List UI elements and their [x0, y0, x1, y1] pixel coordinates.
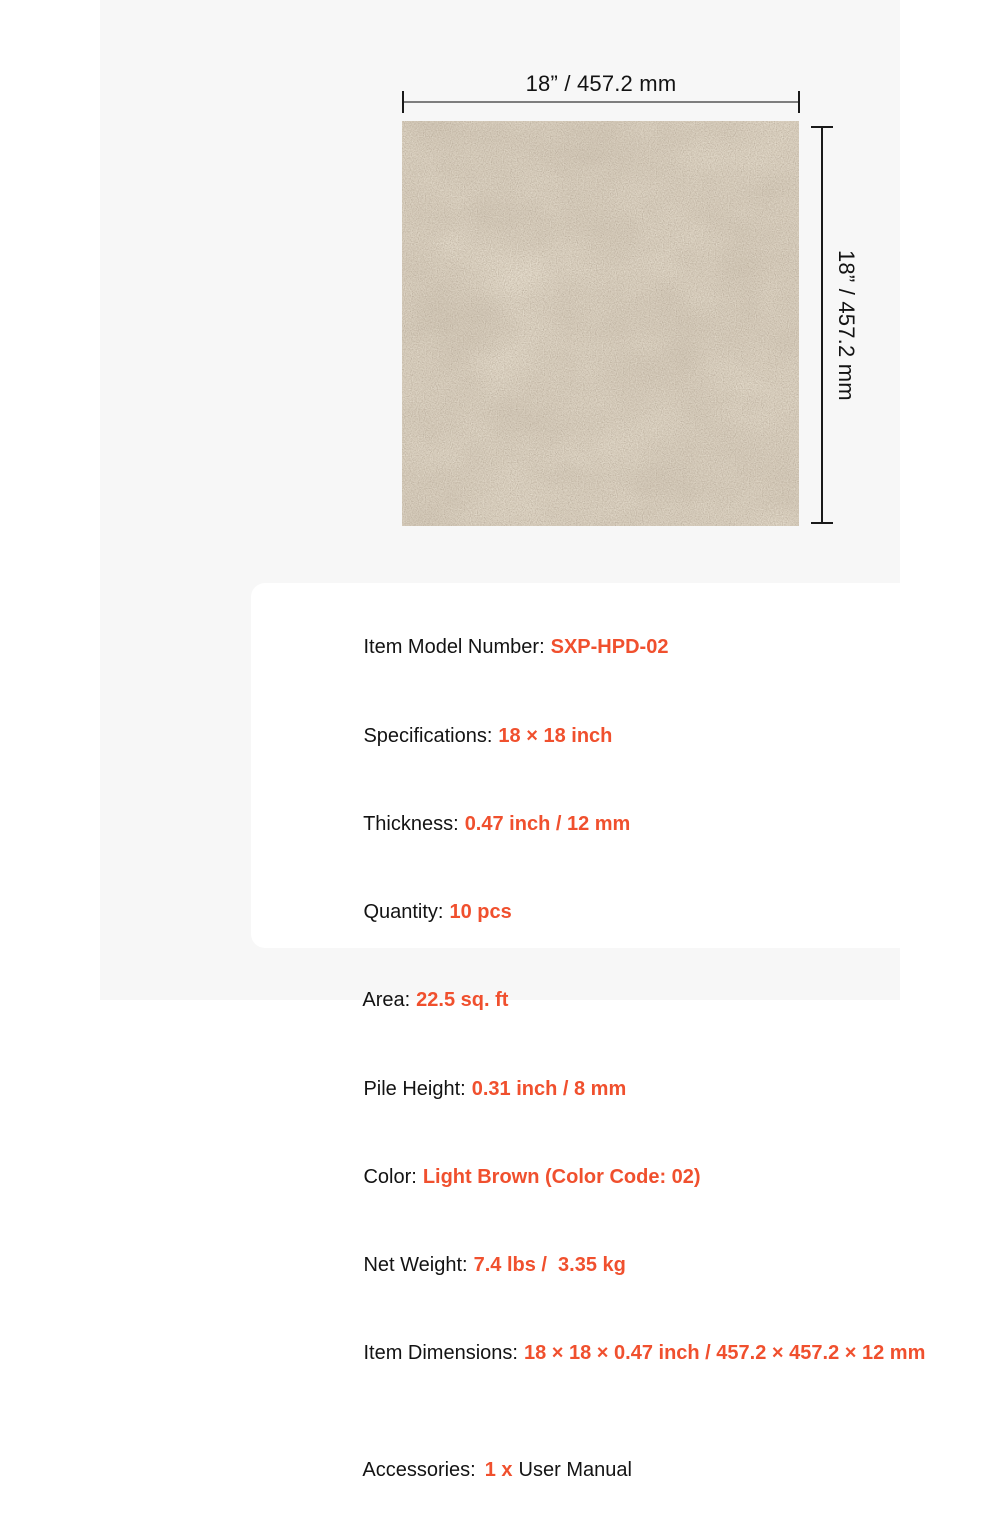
- spec-row-quantity: [319, 869, 919, 957]
- spec-label: Item Model Number:: [363, 636, 545, 659]
- spec-value: Light Brown (Color Code: 02): [422, 1165, 701, 1188]
- width-dimension-line: [402, 101, 800, 103]
- spec-label: Color:: [363, 1165, 417, 1188]
- height-dimension-line: [821, 126, 823, 524]
- gray-photo-background: [100, 0, 926, 1482]
- spec-list: [251, 583, 949, 1515]
- spec-value: 0.31 inch / 8 mm: [471, 1077, 627, 1100]
- spec-value: SXP-HPD-02: [550, 636, 669, 659]
- spec-value: 18 × 18 inch: [498, 724, 613, 747]
- spec-label: Quantity:: [363, 901, 444, 924]
- spec-value: 0.47 inch / 12 mm: [464, 812, 631, 835]
- spec-row-specifications: [319, 692, 919, 780]
- accessories-label: Accessories:: [362, 1459, 476, 1482]
- spec-value: 10 pcs: [449, 901, 512, 924]
- spec-row-item-dimensions: [319, 1310, 926, 1398]
- spec-row-pile-height: [319, 1045, 919, 1133]
- spec-label: Thickness:: [363, 812, 459, 835]
- spec-label: Pile Height:: [363, 1077, 466, 1100]
- spec-value: 22.5 sq. ft: [416, 989, 509, 1012]
- spec-row-net-weight: [319, 1222, 919, 1310]
- spec-label: Item Dimensions:: [363, 1342, 518, 1365]
- accessories-quantity: 1 x: [484, 1459, 513, 1482]
- spec-row-model-number: [319, 604, 919, 692]
- width-dimension-label: 18” / 457.2 mm: [525, 71, 677, 96]
- width-dimension-right-tick: [798, 91, 800, 113]
- spec-label: Net Weight:: [363, 1253, 468, 1276]
- width-dimension-left-tick: [402, 91, 404, 113]
- spec-label: Specifications:: [363, 724, 493, 747]
- spec-row-accessories: [319, 1427, 919, 1515]
- spec-row-thickness: [319, 780, 919, 868]
- spec-card: [251, 583, 949, 1482]
- spec-label: Area:: [362, 989, 411, 1012]
- spec-value: 7.4 lbs / 3.35 kg: [473, 1253, 626, 1276]
- height-dimension-label: 18” / 457.2 mm: [834, 249, 859, 401]
- accessories-item: User Manual: [518, 1459, 632, 1482]
- spec-row-area: [319, 957, 919, 1045]
- spec-row-color: [319, 1133, 919, 1221]
- carpet-tile-image: [402, 121, 799, 526]
- spec-value: 18 × 18 × 0.47 inch / 457.2 × 457.2 × 12 mm: [523, 1342, 926, 1365]
